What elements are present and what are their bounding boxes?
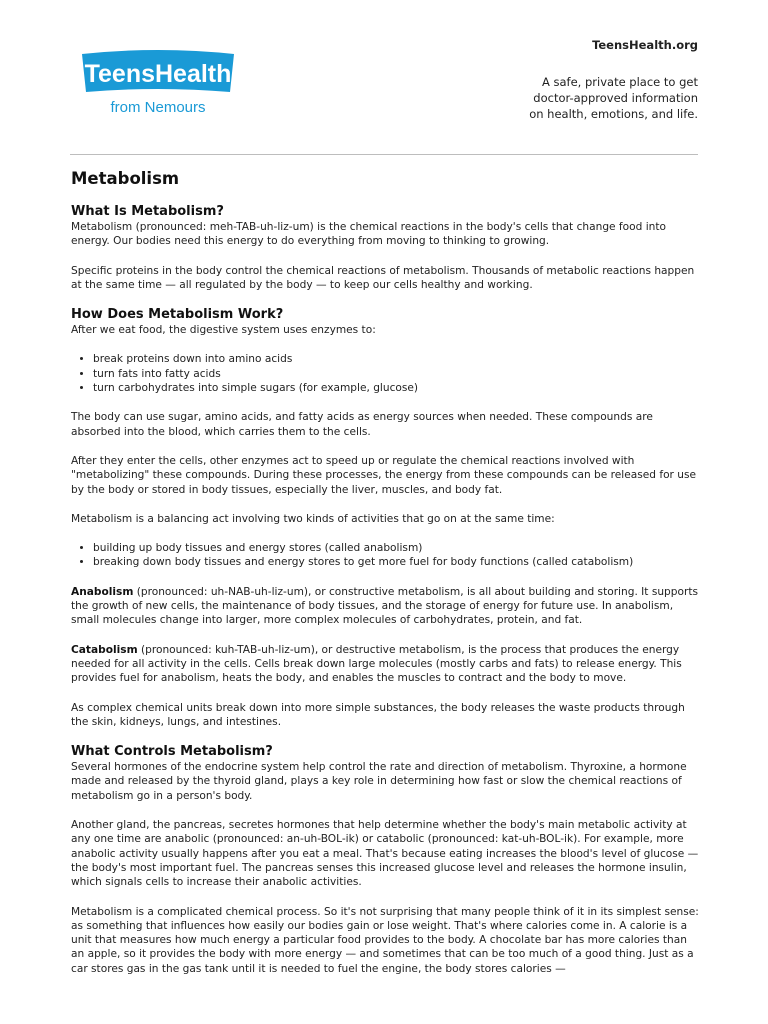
tagline-line: doctor-approved information — [533, 91, 698, 105]
article — [71, 168, 699, 991]
paragraph: Specific proteins in the body control the chemical reactions of metabolism. Thousands of metabolic reactions happen at the same time — all regulated by the body — to keep our cells healthy and working. — [71, 264, 695, 291]
term-catabolism: Catabolism — [71, 643, 138, 656]
teenshealth-logo[interactable] — [78, 48, 238, 122]
logo-subtext: from Nemours — [110, 99, 206, 116]
paragraph-catabolism — [71, 643, 699, 686]
list-item: • breaking down body tissues and energy stores to get more fuel for body functions (called catabolism) — [93, 555, 699, 569]
bullet-list — [71, 352, 699, 395]
section-heading: What Is Metabolism? — [71, 204, 224, 219]
list-item: • turn carbohydrates into simple sugars (for example, glucose) — [93, 381, 699, 395]
paragraph: The body can use sugar, amino acids, and fatty acids as energy sources when needed. These compounds are absorbed into the blood, which carries them to the cells. — [71, 411, 653, 438]
paragraph: Metabolism is a balancing act involving two kinds of activities that go on at the same time: — [71, 512, 555, 525]
header — [70, 0, 698, 156]
paragraph: As complex chemical units break down into more simple substances, the body releases the waste products through the skin, kidneys, lungs, and intestines. — [71, 701, 685, 728]
paragraph: Metabolism is a complicated chemical process. So it's not surprising that many people think of it in its simplest sense: as something that influences how easily our bodies gain or lose weight. That's where calories come in. A calorie is a unit that measures how much energy a particular food provides to the body. A chocolate bar has more calories than an apple, so it provides the body with more energy — and sometimes that can be too much of a good thing. Just as a car stores gas in the gas tank until it is needed to fuel the engine, the body stores calories — — [71, 905, 699, 975]
paragraph: Another gland, the pancreas, secretes hormones that help determine whether the body's main metabolic activity at any one time are anabolic (pronounced: an-uh-BOL-ik) or catabolic (pronounced: kat-uh-BOL-ik). For example, more anabolic activity usually happens after you eat a meal. That's because eating increases the blood's level of glucose — the body's most important fuel. The pancreas senses this increased glucose level and releases the hormone insulin, which signals cells to increase their anabolic activities. — [71, 819, 699, 889]
page-title: Metabolism — [71, 169, 180, 188]
list-item: • turn fats into fatty acids — [93, 367, 699, 381]
term-anabolism: Anabolism — [71, 585, 134, 598]
catabolism-text: (pronounced: kuh-TAB-uh-liz-um), or destructive metabolism, is the process that produces the energy needed for all activity in the cells. Cells break down large molecules (mostly carbs and fats) to release energy. This provides fuel for anabolism, heats the body, and enables the muscles to contract and the body to move. — [71, 643, 682, 685]
tagline-line: on health, emotions, and life. — [529, 107, 698, 121]
paragraph: After they enter the cells, other enzymes act to speed up or regulate the chemical reactions involved with "metabolizing" these compounds. During these processes, the energy from these compounds can be released for use by the body or stored in body tissues, especially the liver, muscles, and body fat. — [71, 454, 697, 496]
list-item: • break proteins down into amino acids — [93, 352, 699, 366]
list-item: • building up body tissues and energy stores (called anabolism) — [93, 541, 699, 555]
tagline-line: A safe, private place to get — [542, 75, 698, 89]
site-info — [529, 38, 698, 122]
anabolism-text: (pronounced: uh-NAB-uh-liz-um), or constructive metabolism, is all about building and storing. It supports the growth of new cells, the maintenance of body tissues, and the storage of energy for future use. In anabolism, small molecules change into larger, more complex molecules of carbohydrates, protein, and fat. — [71, 585, 699, 627]
paragraph: Several hormones of the endocrine system help control the rate and direction of metabolism. Thyroxine, a hormone made and released by the thyroid gland, plays a key role in determining how fast or slow the chemical reactions of metabolism go in a person's body. — [71, 761, 687, 802]
paragraph-anabolism — [71, 585, 699, 628]
section-heading: How Does Metabolism Work? — [71, 307, 284, 323]
bullet-list — [71, 541, 699, 570]
paragraph: After we eat food, the digestive system uses enzymes to: — [71, 324, 376, 337]
logo-text: TeensHealth — [84, 60, 232, 88]
paragraph: Metabolism (pronounced: meh-TAB-uh-liz-um) is the chemical reactions in the body's cells that change food into energy. Our bodies need this energy to do everything from moving to thinking to growing. — [71, 221, 667, 248]
site-name: TeensHealth.org — [592, 38, 698, 52]
header-divider — [70, 154, 698, 155]
section-heading: What Controls Metabolism? — [71, 744, 273, 760]
tagline — [529, 74, 698, 122]
